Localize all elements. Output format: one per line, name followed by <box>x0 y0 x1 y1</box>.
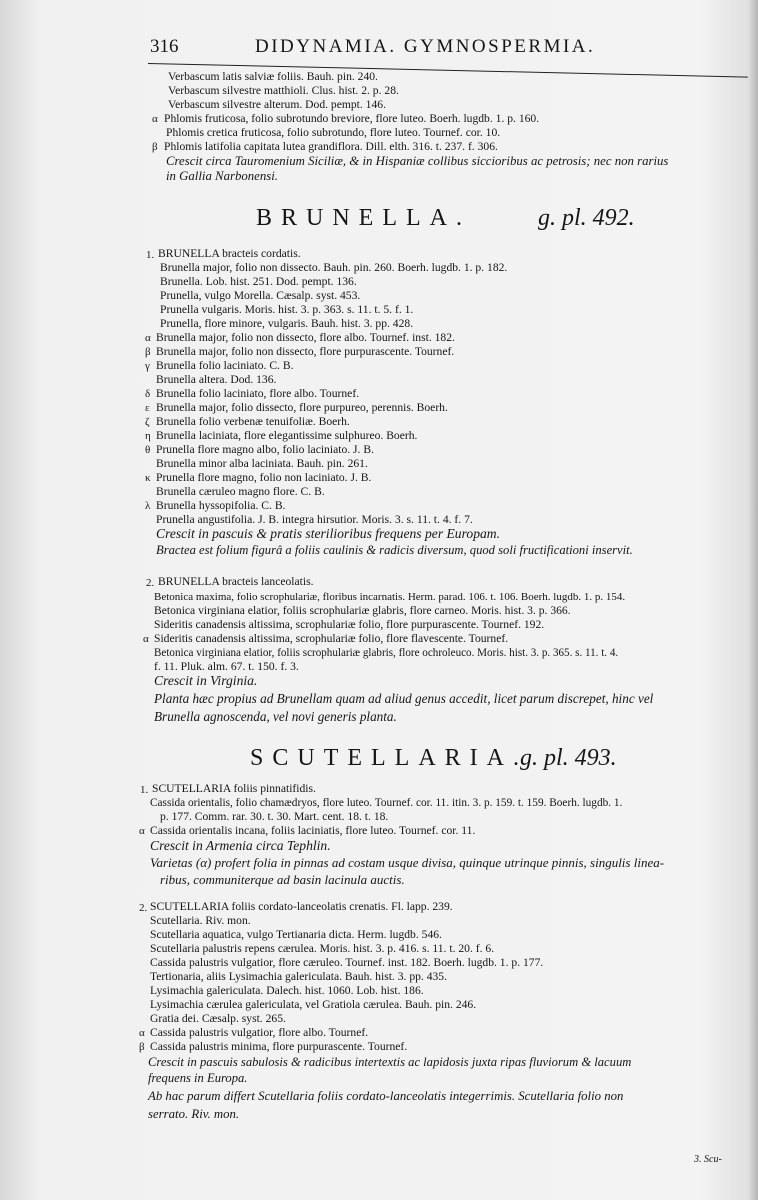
species-diagnosis: SCUTELLARIA foliis pinnatifidis. <box>152 782 316 795</box>
variety-line: Brunella folio laciniato. C. B. <box>156 359 294 372</box>
variety-marker: α <box>145 332 151 344</box>
variety-marker: θ <box>145 444 151 456</box>
variety-marker: α <box>139 825 145 837</box>
variety-line: Brunella hyssopifolia. C. B. <box>156 499 286 512</box>
synonym-line: Prunella vulgaris. Moris. hist. 3. p. 363. s. 11. t. 5. f. 1. <box>160 303 414 316</box>
species-number: 1. <box>140 784 149 796</box>
synonym-line: Scutellaria. Riv. mon. <box>150 914 251 927</box>
variety-line: Prunella flore magno albo, folio laciniato. J. B. <box>156 443 374 456</box>
synonym-line: Betonica virginiana elatior, foliis scrophulariæ glabris, flore ochroleuco. Moris. hist. 3. p. 365. s. 11. t. 4. <box>154 647 619 659</box>
synonym-line: Betonica maxima, folio scrophulariæ, floribus incarnatis. Herm. parad. 106. t. 106. Boerh. lugdb. 1. p. 154. <box>154 591 626 603</box>
variety-line: Brunella major, folio dissecto, flore purpureo, perennis. Boerh. <box>156 401 448 414</box>
note-line: Planta hæc propius ad Brunellam quam ad aliud genus accedit, licet parum discrepet, hinc vel <box>154 691 654 706</box>
variety-line: Brunella folio verbenæ tenuifoliæ. Boerh. <box>156 415 350 428</box>
synonym-line: Gratia dei. Cæsalp. syst. 265. <box>150 1012 286 1025</box>
note-line: Ab hac parum differt Scutellaria foliis cordato-lanceolatis integerrimis. Scutellaria folio non <box>148 1089 624 1103</box>
synonym-line: Brunella major, folio non dissecto. Bauh. pin. 260. Boerh. lugdb. 1. p. 182. <box>160 261 508 274</box>
habitat-line: Crescit in pascuis sabulosis & radicibus intertextis ac lapidosis juxta ripas fluviorum & lacuum <box>148 1055 632 1069</box>
genus-heading: SCUTELLARIA. <box>250 745 528 771</box>
synonym-line: Brunella. Lob. hist. 251. Dod. pempt. 136. <box>160 275 357 288</box>
note-line: serrato. Riv. mon. <box>148 1107 240 1121</box>
species-diagnosis: SCUTELLARIA foliis cordato-lanceolatis crenatis. Fl. lapp. 239. <box>150 900 453 913</box>
synonym-line: Phlomis cretica fruticosa, folio subrotundo, flore luteo. Tournef. cor. 10. <box>166 126 501 139</box>
synonym-line: Brunella altera. Dod. 136. <box>156 373 277 386</box>
genus-heading: BRUNELLA. <box>256 205 471 231</box>
synonym-line: Prunella angustifolia. J. B. integra hirsutior. Moris. 3. s. 11. t. 4. f. 7. <box>156 513 473 526</box>
variety-line: Cassida palustris vulgatior, flore albo. Tournef. <box>150 1026 369 1039</box>
synonym-line: Verbascum latis salviæ foliis. Bauh. pin. 240. <box>168 70 378 83</box>
variety-marker: ε <box>145 402 150 414</box>
variety-line: Brunella folio laciniato, flore albo. Tournef. <box>156 387 360 400</box>
note-line: Bractea est folium figurâ a foliis caulinis & radicis diversum, quod soli fructificationi inservit. <box>156 543 633 557</box>
variety-marker: λ <box>145 500 151 512</box>
variety-line: Cassida palustris minima, flore purpurascente. Tournef. <box>150 1040 408 1053</box>
habitat-line: Crescit in pascuis & pratis sterilioribus frequens per Europam. <box>156 526 500 541</box>
habitat-line: Crescit in Virginia. <box>154 673 258 688</box>
genus-reference: g. pl. 493. <box>520 745 617 771</box>
habitat-line: in Gallia Narbonensi. <box>166 169 278 183</box>
variety-marker: ζ <box>145 416 150 428</box>
synonym-line: Phlomis latifolia capitata lutea grandiflora. Dill. elth. 316. t. 237. f. 306. <box>164 140 498 153</box>
synonym-line: Scutellaria palustris repens cærulea. Moris. hist. 3. p. 416. s. 11. t. 20. f. 6. <box>150 942 495 955</box>
variety-marker: α <box>152 113 158 125</box>
page-edge-shadow <box>748 0 758 1200</box>
habitat-line: Crescit circa Tauromenium Siciliæ, & in Hispaniæ collibus siccioribus ac petrosis; nec non rarius <box>166 154 669 168</box>
synonym-line: Betonica virginiana elatior, foliis scrophulariæ glabris, flore carneo. Moris. hist. 3. p. 366. <box>154 604 571 617</box>
synonym-line: p. 177. Comm. rar. 30. t. 30. Mart. cent. 18. t. 18. <box>160 810 389 823</box>
variety-line: Brunella laciniata, flore elegantissime sulphureo. Boerh. <box>156 429 418 442</box>
note-line: ribus, communiterque ad basin lacinula auctis. <box>160 872 405 887</box>
variety-line: Sideritis canadensis altissima, scrophulariæ folio, flore flavescente. Tournef. <box>154 632 509 645</box>
note-line: Brunella agnoscenda, vel novi generis planta. <box>154 709 397 724</box>
synonym-line: Prunella, vulgo Morella. Cæsalp. syst. 453. <box>160 289 361 302</box>
synonym-line: Prunella, flore minore, vulgaris. Bauh. hist. 3. pp. 428. <box>160 317 414 330</box>
synonym-line: Scutellaria aquatica, vulgo Tertianaria dicta. Herm. lugdb. 546. <box>150 928 442 941</box>
synonym-line: f. 11. Pluk. alm. 67. t. 150. f. 3. <box>154 660 299 673</box>
synonym-line: Phlomis fruticosa, folio subrotundo breviore, flore luteo. Boerh. lugdb. 1. p. 160. <box>164 112 540 125</box>
variety-marker: β <box>145 346 151 358</box>
variety-marker: β <box>152 141 158 153</box>
variety-line: Prunella flore magno, folio non laciniato. J. B. <box>156 471 372 484</box>
synonym-line: Verbascum silvestre matthioli. Clus. hist. 2. p. 28. <box>168 84 399 97</box>
variety-marker: κ <box>145 472 151 484</box>
synonym-line: Lysimachia galericulata. Dalech. hist. 1060. Lob. hist. 186. <box>150 984 424 997</box>
synonym-line: Sideritis canadensis altissima, scrophulariæ folio, flore purpurascente. Tournef. 192. <box>154 618 545 631</box>
variety-line: Brunella major, folio non dissecto, flore purpurascente. Tournef. <box>156 345 455 358</box>
variety-marker: δ <box>145 388 151 400</box>
synonym-line: Brunella minor alba laciniata. Bauh. pin. 261. <box>156 457 368 470</box>
genus-reference: g. pl. 492. <box>538 205 635 231</box>
species-number: 2. <box>146 577 155 589</box>
species-number: 1. <box>146 249 155 261</box>
variety-marker: α <box>139 1027 145 1039</box>
variety-marker: α <box>143 633 149 645</box>
species-diagnosis: BRUNELLA bracteis lanceolatis. <box>158 575 314 588</box>
note-line: Varietas (α) profert folia in pinnas ad costam usque divisa, quinque utrinque pinnis, singulis linea- <box>150 855 665 870</box>
page-number: 316 <box>150 36 179 57</box>
synonym-line: Verbascum silvestre alterum. Dod. pempt. 146. <box>168 98 386 111</box>
species-number: 2. <box>139 902 148 914</box>
species-diagnosis: BRUNELLA bracteis cordatis. <box>158 247 301 260</box>
variety-marker: η <box>145 430 151 442</box>
synonym-line: Brunella cæruleo magno flore. C. B. <box>156 485 325 498</box>
variety-marker: γ <box>145 360 150 372</box>
running-head: DIDYNAMIA. GYMNOSPERMIA. <box>255 36 596 57</box>
variety-marker: β <box>139 1041 145 1053</box>
catchword: 3. Scu- <box>694 1154 722 1165</box>
synonym-line: Tertionaria, aliis Lysimachia galericulata. Bauh. hist. 3. pp. 435. <box>150 970 448 983</box>
habitat-line: frequens in Europa. <box>148 1071 248 1085</box>
variety-line: Cassida orientalis incana, foliis laciniatis, flore luteo. Tournef. cor. 11. <box>150 824 476 837</box>
synonym-line: Lysimachia cærulea galericulata, vel Gratiola cærulea. Bauh. pin. 246. <box>150 998 477 1011</box>
synonym-line: Cassida palustris vulgatior, flore cæruleo. Tournef. inst. 182. Boerh. lugdb. 1. p. 177. <box>150 956 544 969</box>
synonym-line: Cassida orientalis, folio chamædryos, flore luteo. Tournef. cor. 11. itin. 3. p. 159. t. 159. Boerh. lugdb. 1. <box>150 797 623 809</box>
variety-line: Brunella major, folio non dissecto, flore albo. Tournef. inst. 182. <box>156 331 455 344</box>
habitat-line: Crescit in Armenia circa Tephlin. <box>150 838 331 853</box>
